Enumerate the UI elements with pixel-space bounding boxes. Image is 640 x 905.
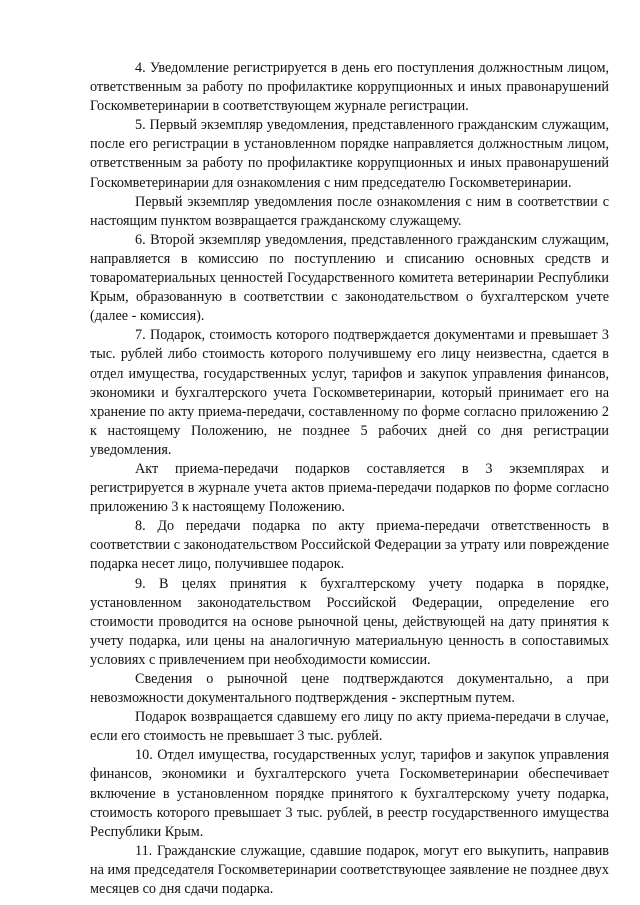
paragraph-item-9-note-2: Подарок возвращается сдавшему его лицу по акту приема-передачи в случае, если его стоимость не превышает 3 тыс. рублей. (90, 709, 609, 745)
paragraph-item-5-note: Первый экземпляр уведомления после ознакомления с ним в соответствии с настоящим пунктом возвращается гражданскому служащему. (90, 193, 609, 229)
paragraph-item-6: 6. Второй экземпляр уведомления, представленного гражданским служащим, направляется в комиссию по поступлению и списанию основных средств и товароматериальных ценностей Государственного комитета ветеринарии Республики Крым, образованную в соответствии с законодательством о бухгалтерском учете (далее - комиссия). (90, 231, 609, 325)
document-page (90, 59, 609, 899)
paragraph-item-7-note: Акт приема-передачи подарков составляется в 3 экземплярах и регистрируется в журнале учета актов приема-передачи подарков по форме согласно приложению 3 к настоящему Положению. (90, 460, 609, 516)
paragraph-item-4: 4. Уведомление регистрируется в день его поступления должностным лицом, ответственным за работу по профилактике коррупционных и иных правонарушений Госкомветеринарии в соответствующем журнале регистрации. (90, 60, 609, 115)
paragraph-item-5: 5. Первый экземпляр уведомления, представленного гражданским служащим, после его регистрации в установленном порядке направляется должностным лицом, ответственным за работу по профилактике коррупционных и иных правонарушений Госкомветеринарии для ознакомления с ним председателю Госкомветеринарии. (90, 117, 609, 191)
paragraph-item-8: 8. До передачи подарка по акту приема-передачи ответственность в соответствии с законодательством Российской Федерации за утрату или повреждение подарка несет лицо, получившее подарок. (90, 518, 609, 573)
paragraph-item-11: 11. Гражданские служащие, сдавшие подарок, могут его выкупить, направив на имя председателя Госкомветеринарии соответствующее заявление не позднее двух месяцев со дня сдачи подарка. (90, 842, 609, 898)
paragraph-item-7: 7. Подарок, стоимость которого подтверждается документами и превышает 3 тыс. рублей либо стоимость которого получившему его лицу неизвестна, сдается в отдел имущества, государственных услуг, тарифов и закупок управления финансов, экономики и бухгалтерского учета Госкомветеринарии, который принимает его на хранение по акту приема-передачи, составленному по форме согласно приложению 2 к настоящему Положению, не позднее 5 рабочих дней со дня регистрации уведомления. (90, 327, 609, 458)
paragraph-item-10: 10. Отдел имущества, государственных услуг, тарифов и закупок управления финансов, экономики и бухгалтерского учета Госкомветеринарии обеспечивает включение в установленном порядке принятого к бухгалтерскому учету подарка, стоимость которого превышает 3 тыс. рублей, в реестр государственного имущества Республики Крым. (90, 747, 609, 840)
paragraph-item-9-note-1: Сведения о рыночной цене подтверждаются документально, а при невозможности документального подтверждения - экспертным путем. (90, 671, 609, 707)
paragraph-item-9: 9. В целях принятия к бухгалтерскому учету подарка в порядке, установленном законодательством Российской Федерации, определение его стоимости проводится на основе рыночной цены, действующей на дату принятия к учету подарка, или цены на аналогичную материальную ценность в сопоставимых условиях с привлечением при необходимости комиссии. (90, 575, 609, 668)
